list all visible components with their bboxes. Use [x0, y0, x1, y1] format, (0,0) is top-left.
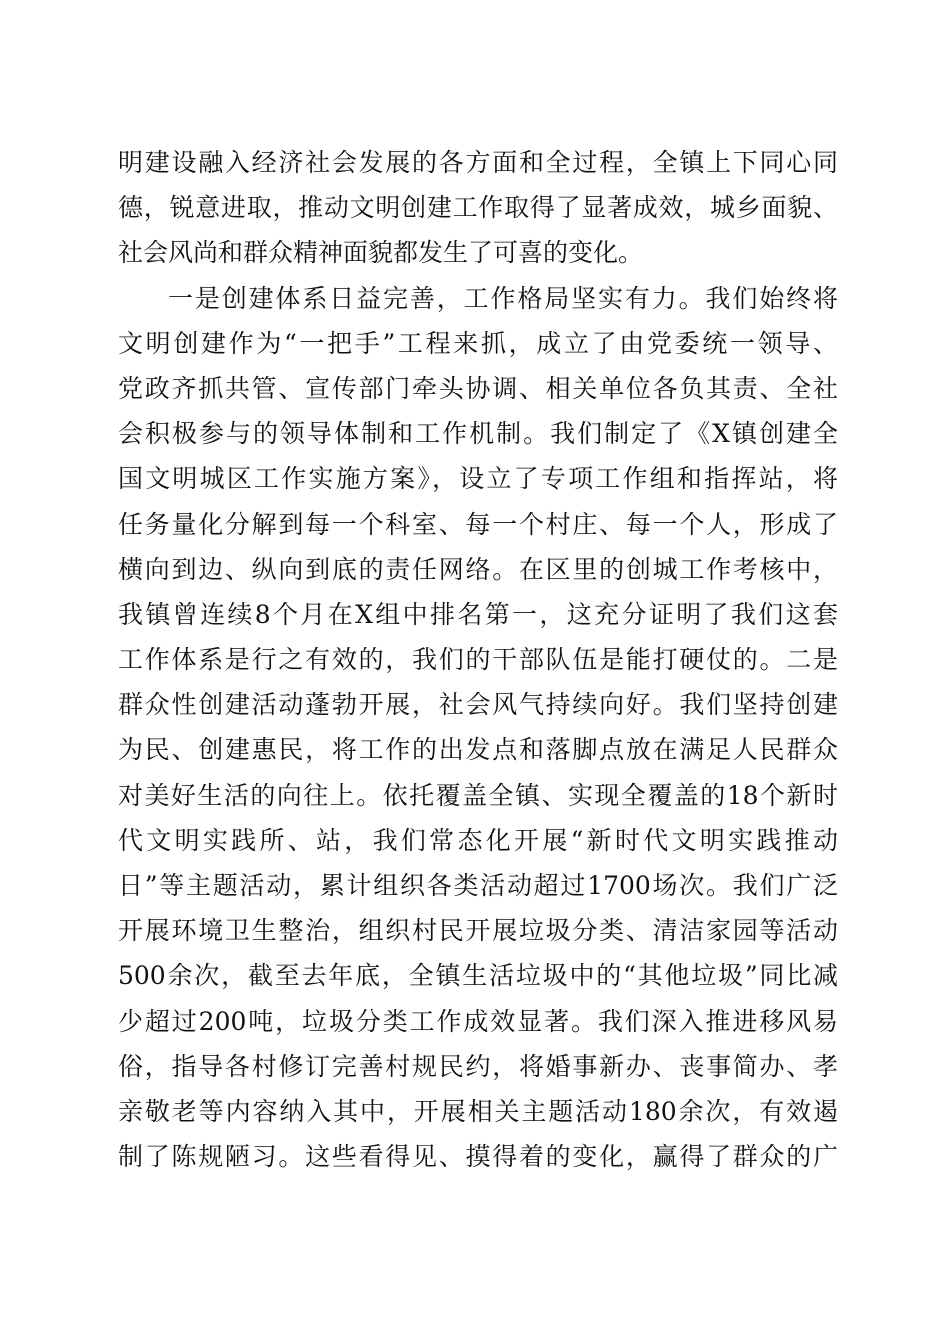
text-line: 制了陈规陋习。这些看得见、摸得着的变化，赢得了群众的广 [118, 1142, 838, 1172]
text-line: 德，锐意进取，推动文明创建工作取得了显著成效，城乡面貌、 [118, 193, 838, 223]
text-line: 对美好生活的向往上。依托覆盖全镇、实现全覆盖的18个新时 [118, 780, 838, 810]
text-line: 日”等主题活动，累计组织各类活动超过1700场次。我们广泛 [118, 871, 838, 900]
text-line: 我镇曾连续8个月在X组中排名第一，这充分证明了我们这套 [118, 599, 838, 629]
text-line: 500余次，截至去年底，全镇生活垃圾中的“其他垃圾”同比减 [118, 961, 838, 991]
text-line: 党政齐抓共管、宣传部门牵头协调、相关单位各负其责、全社 [118, 373, 838, 403]
body-text [118, 140, 838, 1179]
text-line: 代文明实践所、站，我们常态化开展“新时代文明实践推动 [118, 825, 838, 855]
text-line: 明建设融入经济社会发展的各方面和全过程，全镇上下同心同 [118, 148, 838, 177]
text-line: 群众性创建活动蓬勃开展，社会风气持续向好。我们坚持创建 [118, 690, 838, 720]
text-line: 工作体系是行之有效的，我们的干部队伍是能打硬仗的。二是 [118, 645, 838, 675]
text-line: 任务量化分解到每一个科室、每一个村庄、每一个人，形成了 [118, 509, 838, 539]
text-line: 会积极参与的领导体制和工作机制。我们制定了《X镇创建全 [118, 419, 838, 449]
text-line: 俗，指导各村修订完善村规民约，将婚事新办、丧事简办、孝 [118, 1051, 838, 1081]
paragraph-start-line: 一是创建体系日益完善，工作格局坚实有力。我们始终将 [168, 283, 838, 313]
text-line: 亲敬老等内容纳入其中，开展相关主题活动180余次，有效遏 [118, 1096, 838, 1126]
text-line: 开展环境卫生整治，组织村民开展垃圾分类、清洁家园等活动 [118, 916, 838, 946]
text-line: 横向到边、纵向到底的责任网络。在区里的创城工作考核中， [118, 554, 838, 584]
text-line: 为民、创建惠民，将工作的出发点和落脚点放在满足人民群众 [118, 735, 838, 765]
text-line: 社会风尚和群众精神面貌都发生了可喜的变化。 [118, 238, 644, 268]
text-line: 文明创建作为“一把手”工程来抓，成立了由党委统一领导、 [118, 328, 838, 358]
text-line: 国文明城区工作实施方案》，设立了专项工作组和指挥站，将 [118, 464, 838, 494]
text-line: 少超过200吨，垃圾分类工作成效显著。我们深入推进移风易 [118, 1006, 838, 1036]
